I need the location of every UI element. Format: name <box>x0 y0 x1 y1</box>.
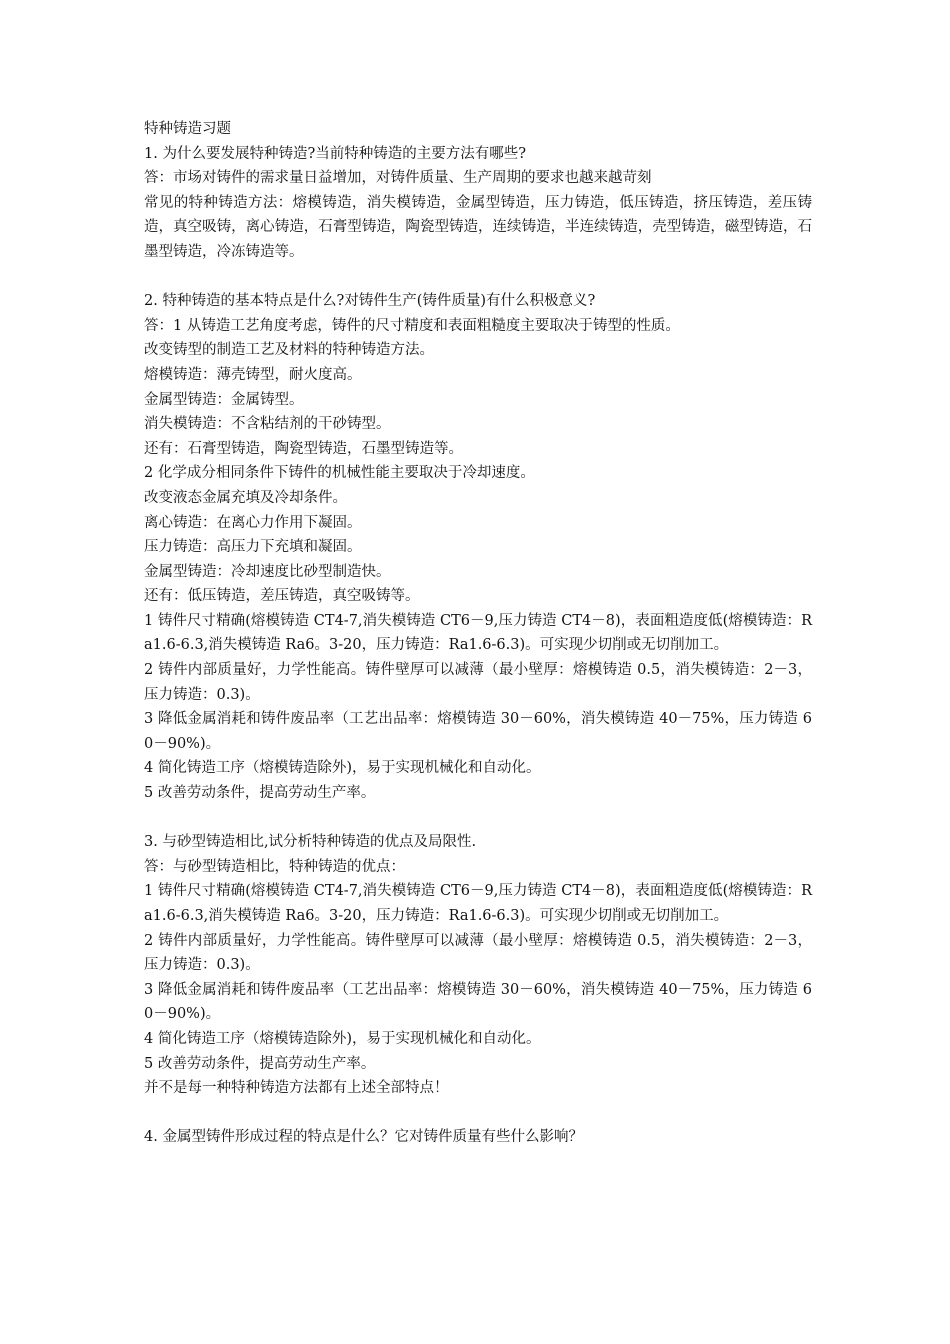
answer-line: 改变液态金属充填及冷却条件。 <box>144 489 347 506</box>
answer-line: 答：与砂型铸造相比，特种铸造的优点： <box>144 858 405 875</box>
answer-line: 3 降低金属消耗和铸件废品率（工艺出品率：熔模铸造 30－60%，消失模铸造 40－75%，压力铸造 60－90%)。 <box>144 981 812 1023</box>
question-3 <box>144 830 812 1101</box>
question-1-heading: 1. 为什么要发展特种铸造?当前特种铸造的主要方法有哪些? <box>144 145 526 162</box>
answer-line: 答：市场对铸件的需求量日益增加，对铸件质量、生产周期的要求也越来越苛刻 <box>144 170 652 187</box>
answer-line: 3 降低金属消耗和铸件废品率（工艺出品率：熔模铸造 30－60%，消失模铸造 40－75%，压力铸造 60－90%)。 <box>144 711 812 752</box>
answer-line: 4 简化铸造工序（熔模铸造除外)，易于实现机械化和自动化。 <box>144 760 541 777</box>
answer-line: 4 简化铸造工序（熔模铸造除外)，易于实现机械化和自动化。 <box>144 1030 541 1047</box>
spacer <box>144 1101 812 1126</box>
answer-line: 2 铸件内部质量好，力学性能高。铸件壁厚可以减薄（最小壁厚：熔模铸造 0.5，消失模铸造：2－3，压力铸造：0.3)。 <box>144 932 812 974</box>
answer-line: 压力铸造：高压力下充填和凝固。 <box>144 539 362 556</box>
question-1 <box>144 142 812 265</box>
question-2 <box>144 289 812 805</box>
answer-line: 1 铸件尺寸精确(熔模铸造 CT4-7,消失模铸造 CT6－9,压力铸造 CT4－8)，表面粗造度低(熔模铸造：Ra1.6-6.3,消失模铸造 Ra6。3-20，压力铸造：Ra1.6-6.3)。可实现少切削或无切削加工。 <box>144 612 812 654</box>
answer-line: 1 铸件尺寸精确(熔模铸造 CT4-7,消失模铸造 CT6－9,压力铸造 CT4－8)，表面粗造度低(熔模铸造：Ra1.6-6.3,消失模铸造 Ra6。3-20，压力铸造：Ra1.6-6.3)。可实现少切削或无切削加工。 <box>144 883 812 924</box>
answer-line: 答：1 从铸造工艺角度考虑，铸件的尺寸精度和表面粗糙度主要取决于铸型的性质。 <box>144 317 680 334</box>
answer-line: 熔模铸造：薄壳铸型，耐火度高。 <box>144 366 362 383</box>
answer-line: 改变铸型的制造工艺及材料的特种铸造方法。 <box>144 342 434 359</box>
answer-line: 5 改善劳动条件，提高劳动生产率。 <box>144 1055 376 1072</box>
answer-line: 金属型铸造：金属铸型。 <box>144 391 304 408</box>
answer-line: 金属型铸造：冷却速度比砂型制造快。 <box>144 563 391 580</box>
document-page <box>144 117 812 1150</box>
question-3-heading: 3. 与砂型铸造相比,试分析特种铸造的优点及局限性. <box>144 834 477 851</box>
answer-line: 5 改善劳动条件，提高劳动生产率。 <box>144 785 376 802</box>
answer-line: 离心铸造：在离心力作用下凝固。 <box>144 514 362 531</box>
answer-line: 消失模铸造：不含粘结剂的干砂铸型。 <box>144 416 391 433</box>
answer-line: 还有：石膏型铸造，陶瓷型铸造，石墨型铸造等。 <box>144 440 463 457</box>
answer-line: 2 化学成分相同条件下铸件的机械性能主要取决于冷却速度。 <box>144 465 535 482</box>
answer-line: 并不是每一种特种铸造方法都有上述全部特点！ <box>144 1080 449 1097</box>
question-2-heading: 2. 特种铸造的基本特点是什么?对铸件生产(铸件质量)有什么积极意义? <box>144 293 596 310</box>
question-4-heading: 4. 金属型铸件形成过程的特点是什么？它对铸件质量有些什么影响？ <box>144 1129 583 1146</box>
answer-line: 还有：低压铸造，差压铸造，真空吸铸等。 <box>144 588 420 605</box>
answer-line: 常见的特种铸造方法：熔模铸造，消失模铸造，金属型铸造，压力铸造，低压铸造，挤压铸造，差压铸造，真空吸铸，离心铸造，石膏型铸造，陶瓷型铸造，连续铸造，半连续铸造，壳型铸造，磁型铸造，石墨型铸造，冷冻铸造等。 <box>144 194 812 260</box>
answer-line: 2 铸件内部质量好，力学性能高。铸件壁厚可以减薄（最小壁厚：熔模铸造 0.5，消失模铸造：2－3，压力铸造：0.3)。 <box>144 662 812 703</box>
document-title: 特种铸造习题 <box>144 121 231 137</box>
spacer <box>144 265 812 290</box>
spacer <box>144 806 812 831</box>
question-4 <box>144 1125 812 1150</box>
